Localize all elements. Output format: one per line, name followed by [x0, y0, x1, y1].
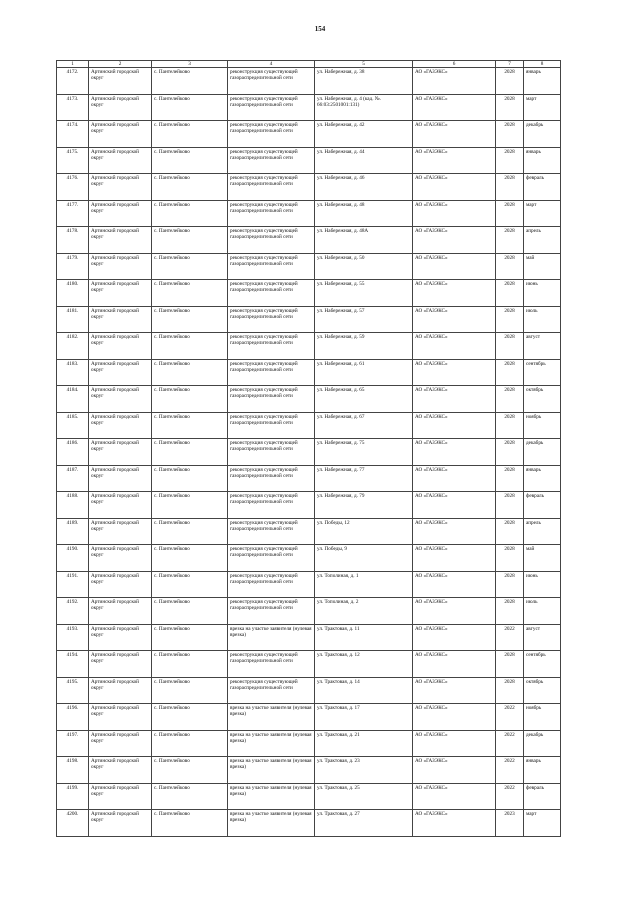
row-number: 4191. [57, 571, 89, 598]
month-cell: октябрь [524, 677, 561, 704]
month-cell: май [524, 545, 561, 572]
district-cell: Артинский городской округ [89, 677, 152, 704]
organization-cell: АО «ГАЗЭКС» [413, 359, 496, 386]
organization-cell: АО «ГАЗЭКС» [413, 624, 496, 651]
column-header-5: 5 [315, 61, 413, 68]
locality-cell: с. Пантелейково [152, 439, 228, 466]
organization-cell: АО «ГАЗЭКС» [413, 810, 496, 837]
month-cell: ноябрь [524, 704, 561, 731]
district-cell: Артинский городской округ [89, 651, 152, 678]
organization-cell: АО «ГАЗЭКС» [413, 598, 496, 625]
organization-cell: АО «ГАЗЭКС» [413, 68, 496, 95]
row-number: 4172. [57, 68, 89, 95]
work-type-cell: реконструкция существующей газораспределительной сети [228, 147, 315, 174]
address-cell: ул. Набережная, д. 61 [315, 359, 413, 386]
locality-cell: с. Пантелейково [152, 200, 228, 227]
table-row [57, 147, 561, 174]
month-cell: март [524, 94, 561, 121]
locality-cell: с. Пантелейково [152, 68, 228, 95]
table-row [57, 412, 561, 439]
table-row [57, 121, 561, 148]
address-cell: ул. Тополиная, д. 1 [315, 571, 413, 598]
district-cell: Артинский городской округ [89, 624, 152, 651]
year-cell: 2028 [496, 227, 524, 254]
table-row [57, 465, 561, 492]
organization-cell: АО «ГАЗЭКС» [413, 677, 496, 704]
row-number: 4179. [57, 253, 89, 280]
table-row [57, 730, 561, 757]
organization-cell: АО «ГАЗЭКС» [413, 121, 496, 148]
address-cell: ул. Набережная, д. 42 [315, 121, 413, 148]
row-number: 4176. [57, 174, 89, 201]
row-number: 4175. [57, 147, 89, 174]
locality-cell: с. Пантелейково [152, 253, 228, 280]
year-cell: 2028 [496, 306, 524, 333]
district-cell: Артинский городской округ [89, 306, 152, 333]
organization-cell: АО «ГАЗЭКС» [413, 94, 496, 121]
locality-cell: с. Пантелейково [152, 757, 228, 784]
year-cell: 2028 [496, 386, 524, 413]
table-row [57, 783, 561, 810]
organization-cell: АО «ГАЗЭКС» [413, 174, 496, 201]
work-type-cell: реконструкция существующей газораспределительной сети [228, 545, 315, 572]
month-cell: февраль [524, 783, 561, 810]
organization-cell: АО «ГАЗЭКС» [413, 465, 496, 492]
address-cell: ул. Набережная, д. 77 [315, 465, 413, 492]
work-type-cell: реконструкция существующей газораспределительной сети [228, 598, 315, 625]
table-row [57, 227, 561, 254]
table-row [57, 439, 561, 466]
month-cell: сентябрь [524, 359, 561, 386]
row-number: 4193. [57, 624, 89, 651]
locality-cell: с. Пантелейково [152, 280, 228, 307]
locality-cell: с. Пантелейково [152, 571, 228, 598]
table-row [57, 624, 561, 651]
district-cell: Артинский городской округ [89, 810, 152, 837]
address-cell: ул. Трактовая, д. 25 [315, 783, 413, 810]
row-number: 4182. [57, 333, 89, 360]
table-row [57, 174, 561, 201]
organization-cell: АО «ГАЗЭКС» [413, 147, 496, 174]
organization-cell: АО «ГАЗЭКС» [413, 280, 496, 307]
work-type-cell: реконструкция существующей газораспределительной сети [228, 677, 315, 704]
month-cell: апрель [524, 227, 561, 254]
organization-cell: АО «ГАЗЭКС» [413, 386, 496, 413]
work-type-cell: реконструкция существующей газораспределительной сети [228, 571, 315, 598]
district-cell: Артинский городской округ [89, 147, 152, 174]
table-row [57, 200, 561, 227]
work-type-cell: врезка на участке заявителя (нулевая врезка) [228, 730, 315, 757]
year-cell: 2028 [496, 412, 524, 439]
month-cell: март [524, 200, 561, 227]
work-type-cell: реконструкция существующей газораспределительной сети [228, 412, 315, 439]
address-cell: ул. Набережная, д. 59 [315, 333, 413, 360]
district-cell: Артинский городской округ [89, 200, 152, 227]
work-type-cell: реконструкция существующей газораспределительной сети [228, 386, 315, 413]
row-number: 4187. [57, 465, 89, 492]
table-row [57, 280, 561, 307]
gasification-table [56, 60, 561, 837]
organization-cell: АО «ГАЗЭКС» [413, 651, 496, 678]
address-cell: ул. Набережная, д. 44 [315, 147, 413, 174]
work-type-cell: реконструкция существующей газораспределительной сети [228, 253, 315, 280]
row-number: 4188. [57, 492, 89, 519]
work-type-cell: врезка на участке заявителя (нулевая врезка) [228, 810, 315, 837]
district-cell: Артинский городской округ [89, 545, 152, 572]
year-cell: 2028 [496, 333, 524, 360]
address-cell: ул. Трактовая, д. 27 [315, 810, 413, 837]
year-cell: 2028 [496, 253, 524, 280]
table-row [57, 492, 561, 519]
address-cell: ул. Набережная, д. 65 [315, 386, 413, 413]
district-cell: Артинский городской округ [89, 359, 152, 386]
row-number: 4200. [57, 810, 89, 837]
year-cell: 2022 [496, 624, 524, 651]
locality-cell: с. Пантелейково [152, 306, 228, 333]
work-type-cell: реконструкция существующей газораспределительной сети [228, 68, 315, 95]
district-cell: Артинский городской округ [89, 386, 152, 413]
year-cell: 2028 [496, 598, 524, 625]
locality-cell: с. Пантелейково [152, 386, 228, 413]
table-row [57, 253, 561, 280]
organization-cell: АО «ГАЗЭКС» [413, 333, 496, 360]
organization-cell: АО «ГАЗЭКС» [413, 306, 496, 333]
district-cell: Артинский городской округ [89, 280, 152, 307]
month-cell: август [524, 624, 561, 651]
work-type-cell: реконструкция существующей газораспределительной сети [228, 174, 315, 201]
year-cell: 2028 [496, 677, 524, 704]
year-cell: 2022 [496, 730, 524, 757]
locality-cell: с. Пантелейково [152, 518, 228, 545]
locality-cell: с. Пантелейково [152, 121, 228, 148]
row-number: 4189. [57, 518, 89, 545]
locality-cell: с. Пантелейково [152, 94, 228, 121]
address-cell: ул. Набережная, д. 50 [315, 253, 413, 280]
district-cell: Артинский городской округ [89, 465, 152, 492]
row-number: 4185. [57, 412, 89, 439]
row-number: 4190. [57, 545, 89, 572]
table-row [57, 757, 561, 784]
organization-cell: АО «ГАЗЭКС» [413, 492, 496, 519]
table-row [57, 704, 561, 731]
year-cell: 2028 [496, 147, 524, 174]
work-type-cell: врезка на участке заявителя (нулевая врезка) [228, 757, 315, 784]
table-body [57, 68, 561, 837]
year-cell: 2028 [496, 465, 524, 492]
column-header-2: 2 [89, 61, 152, 68]
table-row [57, 545, 561, 572]
column-header-7: 7 [496, 61, 524, 68]
organization-cell: АО «ГАЗЭКС» [413, 704, 496, 731]
locality-cell: с. Пантелейково [152, 492, 228, 519]
address-cell: ул. Тополиная, д. 2 [315, 598, 413, 625]
month-cell: январь [524, 68, 561, 95]
district-cell: Артинский городской округ [89, 94, 152, 121]
year-cell: 2028 [496, 68, 524, 95]
work-type-cell: реконструкция существующей газораспределительной сети [228, 651, 315, 678]
address-cell: ул. Набережная, д. 4 (кад. №. 66:03:2501001:131) [315, 94, 413, 121]
locality-cell: с. Пантелейково [152, 651, 228, 678]
locality-cell: с. Пантелейково [152, 174, 228, 201]
address-cell: ул. Набережная, д. 48 [315, 200, 413, 227]
month-cell: июнь [524, 280, 561, 307]
locality-cell: с. Пантелейково [152, 677, 228, 704]
column-header-8: 8 [524, 61, 561, 68]
locality-cell: с. Пантелейково [152, 465, 228, 492]
locality-cell: с. Пантелейково [152, 704, 228, 731]
locality-cell: с. Пантелейково [152, 730, 228, 757]
row-number: 4173. [57, 94, 89, 121]
work-type-cell: реконструкция существующей газораспределительной сети [228, 200, 315, 227]
year-cell: 2022 [496, 704, 524, 731]
district-cell: Артинский городской округ [89, 333, 152, 360]
district-cell: Артинский городской округ [89, 730, 152, 757]
address-cell: ул. Набережная, д. 55 [315, 280, 413, 307]
row-number: 4186. [57, 439, 89, 466]
organization-cell: АО «ГАЗЭКС» [413, 571, 496, 598]
column-header-1: 1 [57, 61, 89, 68]
month-cell: июль [524, 306, 561, 333]
work-type-cell: реконструкция существующей газораспределительной сети [228, 439, 315, 466]
district-cell: Артинский городской округ [89, 571, 152, 598]
district-cell: Артинский городской округ [89, 704, 152, 731]
address-cell: ул. Набережная, д. 38 [315, 68, 413, 95]
table-row [57, 810, 561, 837]
month-cell: октябрь [524, 386, 561, 413]
table-row [57, 333, 561, 360]
month-cell: январь [524, 465, 561, 492]
locality-cell: с. Пантелейково [152, 810, 228, 837]
work-type-cell: реконструкция существующей газораспределительной сети [228, 94, 315, 121]
year-cell: 2028 [496, 174, 524, 201]
row-number: 4198. [57, 757, 89, 784]
year-cell: 2028 [496, 545, 524, 572]
locality-cell: с. Пантелейково [152, 227, 228, 254]
work-type-cell: реконструкция существующей газораспределительной сети [228, 465, 315, 492]
address-cell: ул. Трактовая, д. 11 [315, 624, 413, 651]
district-cell: Артинский городской округ [89, 439, 152, 466]
column-header-6: 6 [413, 61, 496, 68]
month-cell: декабрь [524, 439, 561, 466]
table-row [57, 598, 561, 625]
year-cell: 2028 [496, 200, 524, 227]
organization-cell: АО «ГАЗЭКС» [413, 200, 496, 227]
locality-cell: с. Пантелейково [152, 333, 228, 360]
work-type-cell: реконструкция существующей газораспределительной сети [228, 492, 315, 519]
row-number: 4184. [57, 386, 89, 413]
row-number: 4199. [57, 783, 89, 810]
locality-cell: с. Пантелейково [152, 783, 228, 810]
month-cell: июль [524, 598, 561, 625]
work-type-cell: реконструкция существующей газораспределительной сети [228, 121, 315, 148]
district-cell: Артинский городской округ [89, 227, 152, 254]
address-cell: ул. Трактовая, д. 21 [315, 730, 413, 757]
locality-cell: с. Пантелейково [152, 624, 228, 651]
organization-cell: АО «ГАЗЭКС» [413, 253, 496, 280]
district-cell: Артинский городской округ [89, 121, 152, 148]
work-type-cell: реконструкция существующей газораспределительной сети [228, 306, 315, 333]
row-number: 4174. [57, 121, 89, 148]
address-cell: ул. Трактовая, д. 12 [315, 651, 413, 678]
address-cell: ул. Победы, 12 [315, 518, 413, 545]
work-type-cell: врезка на участке заявителя (нулевая врезка) [228, 624, 315, 651]
year-cell: 2022 [496, 757, 524, 784]
row-number: 4195. [57, 677, 89, 704]
locality-cell: с. Пантелейково [152, 545, 228, 572]
page-number: 154 [314, 25, 326, 33]
locality-cell: с. Пантелейково [152, 598, 228, 625]
address-cell: ул. Трактовая, д. 14 [315, 677, 413, 704]
month-cell: февраль [524, 174, 561, 201]
column-header-4: 4 [228, 61, 315, 68]
work-type-cell: врезка на участке заявителя (нулевая врезка) [228, 704, 315, 731]
row-number: 4180. [57, 280, 89, 307]
work-type-cell: врезка на участке заявителя (нулевая врезка) [228, 783, 315, 810]
organization-cell: АО «ГАЗЭКС» [413, 783, 496, 810]
month-cell: ноябрь [524, 412, 561, 439]
district-cell: Артинский городской округ [89, 68, 152, 95]
year-cell: 2022 [496, 783, 524, 810]
row-number: 4177. [57, 200, 89, 227]
work-type-cell: реконструкция существующей газораспределительной сети [228, 359, 315, 386]
locality-cell: с. Пантелейково [152, 359, 228, 386]
year-cell: 2028 [496, 359, 524, 386]
address-cell: ул. Трактовая, д. 23 [315, 757, 413, 784]
year-cell: 2023 [496, 810, 524, 837]
table-row [57, 386, 561, 413]
year-cell: 2028 [496, 518, 524, 545]
district-cell: Артинский городской округ [89, 783, 152, 810]
address-cell: ул. Победы, 9 [315, 545, 413, 572]
month-cell: январь [524, 757, 561, 784]
row-number: 4197. [57, 730, 89, 757]
column-header-3: 3 [152, 61, 228, 68]
year-cell: 2028 [496, 651, 524, 678]
address-cell: ул. Набережная, д. 46 [315, 174, 413, 201]
district-cell: Артинский городской округ [89, 598, 152, 625]
district-cell: Артинский городской округ [89, 253, 152, 280]
organization-cell: АО «ГАЗЭКС» [413, 412, 496, 439]
address-cell: ул. Набережная, д. 67 [315, 412, 413, 439]
table-row [57, 94, 561, 121]
year-cell: 2028 [496, 439, 524, 466]
locality-cell: с. Пантелейково [152, 412, 228, 439]
work-type-cell: реконструкция существующей газораспределительной сети [228, 518, 315, 545]
header-row [57, 61, 561, 68]
table-row [57, 68, 561, 95]
address-cell: ул. Набережная, д. 57 [315, 306, 413, 333]
district-cell: Артинский городской округ [89, 757, 152, 784]
organization-cell: АО «ГАЗЭКС» [413, 227, 496, 254]
district-cell: Артинский городской округ [89, 492, 152, 519]
year-cell: 2028 [496, 280, 524, 307]
table-row [57, 359, 561, 386]
row-number: 4183. [57, 359, 89, 386]
month-cell: декабрь [524, 121, 561, 148]
organization-cell: АО «ГАЗЭКС» [413, 518, 496, 545]
district-cell: Артинский городской округ [89, 518, 152, 545]
table-row [57, 651, 561, 678]
row-number: 4181. [57, 306, 89, 333]
district-cell: Артинский городской округ [89, 174, 152, 201]
work-type-cell: реконструкция существующей газораспределительной сети [228, 280, 315, 307]
address-cell: ул. Трактовая, д. 17 [315, 704, 413, 731]
table-row [57, 677, 561, 704]
year-cell: 2028 [496, 94, 524, 121]
organization-cell: АО «ГАЗЭКС» [413, 545, 496, 572]
year-cell: 2028 [496, 571, 524, 598]
address-cell: ул. Набережная, д. 48А [315, 227, 413, 254]
district-cell: Артинский городской округ [89, 412, 152, 439]
month-cell: февраль [524, 492, 561, 519]
table-row [57, 306, 561, 333]
year-cell: 2028 [496, 121, 524, 148]
table-row [57, 518, 561, 545]
table-row [57, 571, 561, 598]
month-cell: декабрь [524, 730, 561, 757]
locality-cell: с. Пантелейково [152, 147, 228, 174]
row-number: 4196. [57, 704, 89, 731]
work-type-cell: реконструкция существующей газораспределительной сети [228, 227, 315, 254]
month-cell: май [524, 253, 561, 280]
row-number: 4192. [57, 598, 89, 625]
organization-cell: АО «ГАЗЭКС» [413, 757, 496, 784]
row-number: 4178. [57, 227, 89, 254]
month-cell: апрель [524, 518, 561, 545]
organization-cell: АО «ГАЗЭКС» [413, 439, 496, 466]
month-cell: январь [524, 147, 561, 174]
organization-cell: АО «ГАЗЭКС» [413, 730, 496, 757]
row-number: 4194. [57, 651, 89, 678]
month-cell: июнь [524, 571, 561, 598]
month-cell: сентябрь [524, 651, 561, 678]
month-cell: август [524, 333, 561, 360]
address-cell: ул. Набережная, д. 75 [315, 439, 413, 466]
year-cell: 2028 [496, 492, 524, 519]
month-cell: март [524, 810, 561, 837]
work-type-cell: реконструкция существующей газораспределительной сети [228, 333, 315, 360]
address-cell: ул. Набережная, д. 79 [315, 492, 413, 519]
